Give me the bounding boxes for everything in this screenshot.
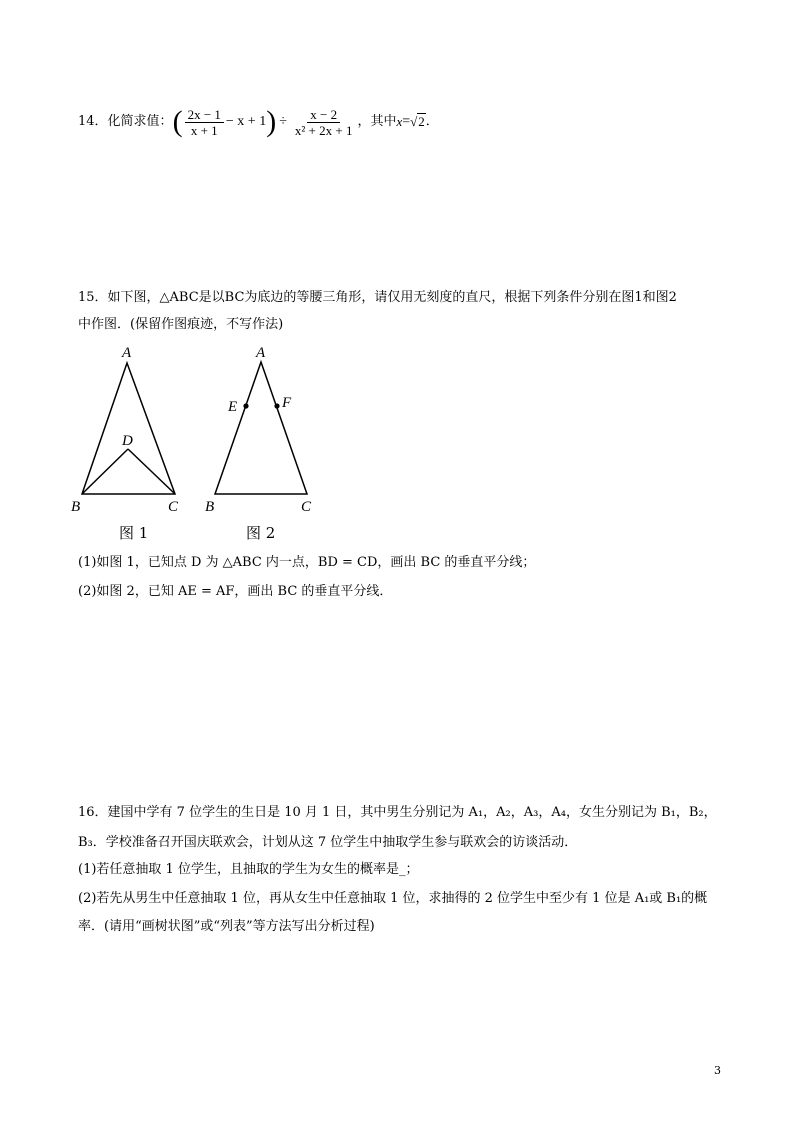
fraction-2 (292, 107, 356, 138)
q14-lead: 化简求值： (107, 114, 173, 129)
fig2-caption: 图 2 (246, 524, 276, 542)
q14-number: 14． (78, 114, 108, 129)
segment-cd (128, 449, 175, 494)
q16-part-2-continued: 率．(请用“画树状图”或“列表”等方法写出分析过程) (78, 919, 375, 934)
q15-line-2: 中作图．(保留作图痕迹，不写作法) (78, 317, 284, 332)
q15-part-2: (2)如图 2，已知 AE = AF，画出 BC 的垂直平分线． (78, 584, 393, 599)
fig1-label-d: D (122, 433, 133, 449)
question-14 (78, 102, 439, 142)
fig2-label-f: F (282, 395, 292, 411)
fraction-2-denominator: x² + 2x + 1 (294, 122, 353, 138)
sqrt-radicand: 2 (418, 114, 425, 129)
q15-line-1: 15．如下图，△ABC是以BC为底边的等腰三角形，请仅用无刻度的直尺，根据下列条件分别在图1和图2 (78, 290, 677, 305)
q14-condition-equals: = (402, 114, 411, 129)
fig2-label-c: C (301, 499, 312, 515)
figure-1 (68, 340, 198, 515)
q14-end: ． (425, 114, 439, 129)
fig2-label-b: B (205, 499, 215, 515)
q15-part-1: (1)如图 1，已知点 D 为 △ABC 内一点，BD = CD，画出 BC 的垂直平分线； (78, 555, 536, 570)
triangle-abc-fig2 (215, 362, 307, 494)
fraction-2-numerator: x − 2 (307, 107, 340, 123)
q16-line-1: 16．建国中学有 7 位学生的生日是 10 月 1 日，其中男生分别记为 A₁，A₂，A₃，A₄，女生分别记为 B₁，B₂， (78, 805, 717, 820)
point-f (274, 403, 279, 408)
sqrt-expression: √2 (410, 114, 425, 129)
fig2-label-a: A (256, 345, 266, 361)
q14-condition-prefix: ，其中 (357, 114, 397, 129)
figure-2 (200, 340, 330, 515)
q16-part-1: (1)若任意抽取 1 位学生，且抽取的学生为女生的概率是_； (78, 862, 419, 877)
q16-line-2: B₃．学校准备召开国庆联欢会，计划从这 7 位学生中抽取学生参与联欢会的访谈活动． (78, 835, 578, 850)
left-paren: ( (172, 105, 183, 138)
segment-bd (82, 449, 128, 494)
q14-middle-term: − x + 1 (225, 114, 267, 129)
q14-condition-variable: x (396, 114, 403, 129)
fig1-label-c: C (168, 499, 179, 515)
page-number: 3 (714, 1064, 721, 1077)
point-e (243, 403, 248, 408)
triangle-abc-fig1 (82, 363, 175, 494)
divide-sign: ÷ (279, 114, 287, 129)
fig1-caption: 图 1 (119, 524, 149, 542)
fraction-1 (185, 107, 224, 138)
fig2-label-e: E (228, 399, 238, 415)
fig1-label-b: B (71, 499, 81, 515)
fig1-label-a: A (122, 345, 132, 361)
right-paren: ) (266, 105, 277, 138)
fraction-1-numerator: 2x − 1 (185, 107, 224, 123)
q16-part-2: (2)若先从男生中任意抽取 1 位，再从女生中任意抽取 1 位，求抽得的 2 位学生中至少有 1 位是 A₁或 B₁的概 (78, 891, 708, 906)
fraction-1-denominator: x + 1 (190, 122, 218, 138)
